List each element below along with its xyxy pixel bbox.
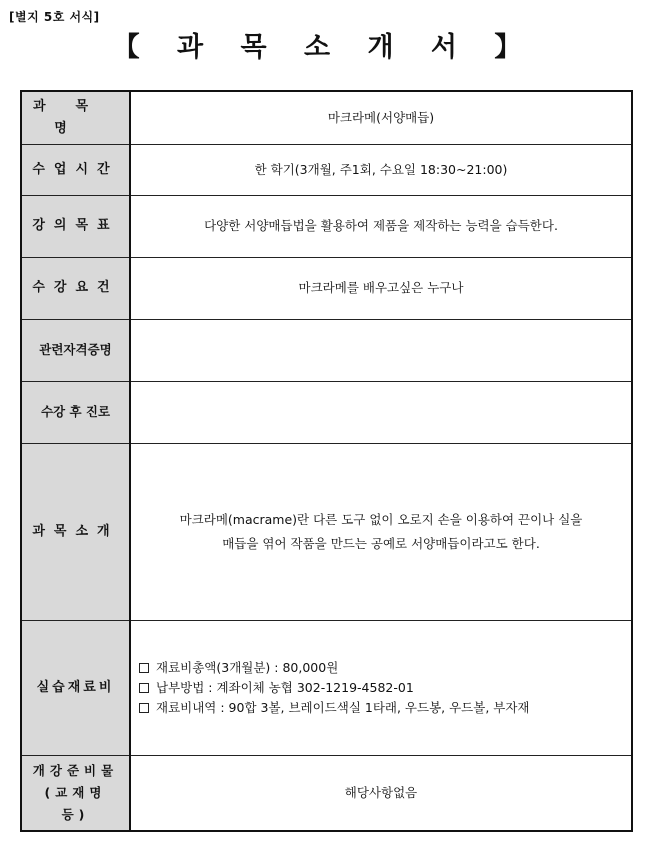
row-certificate xyxy=(21,319,632,381)
material-item-total xyxy=(139,658,623,678)
label-requirement: 수강요건 xyxy=(21,257,130,319)
row-schedule xyxy=(21,144,632,195)
value-requirement: 마크라메를 배우고싶은 누구나 xyxy=(130,257,632,319)
value-preparation: 해당사항없음 xyxy=(130,755,632,831)
course-introduction-table xyxy=(20,90,633,832)
row-career xyxy=(21,381,632,443)
row-objective xyxy=(21,195,632,257)
row-materials xyxy=(21,620,632,755)
value-certificate xyxy=(130,319,632,381)
label-materials: 실습재료비 xyxy=(21,620,130,755)
checkbox-icon xyxy=(139,683,149,693)
label-schedule: 수업시간 xyxy=(21,144,130,195)
label-objective: 강의목표 xyxy=(21,195,130,257)
value-objective: 다양한 서양매듭법을 활용하여 제품을 제작하는 능력을 습득한다. xyxy=(130,195,632,257)
row-preparation xyxy=(21,755,632,831)
label-certificate: 관련자격증명 xyxy=(21,319,130,381)
material-item-details xyxy=(139,698,623,718)
row-introduction xyxy=(21,443,632,620)
form-number: [별지 5호 서식] xyxy=(9,10,100,24)
value-course-name: 마크라메(서양매듭) xyxy=(130,91,632,144)
value-materials xyxy=(130,620,632,755)
checkbox-icon xyxy=(139,663,149,673)
label-preparation xyxy=(21,755,130,831)
checkbox-icon xyxy=(139,703,149,713)
label-introduction: 과목소개 xyxy=(21,443,130,620)
value-introduction xyxy=(130,443,632,620)
introduction-line-2: 매듭을 엮어 작품을 만드는 공예로 서양매듭이라고도 한다. xyxy=(222,535,540,551)
label-career: 수강 후 진로 xyxy=(21,381,130,443)
introduction-line-1: 마크라메(macrame)란 다른 도구 없이 오로지 손을 이용하여 끈이나 실을 xyxy=(179,511,583,527)
material-item-total-text: 재료비총액(3개월분) : 80,000원 xyxy=(156,659,339,675)
document-title: 【 과 목 소 개 서 】 xyxy=(112,32,536,63)
row-requirement xyxy=(21,257,632,319)
label-preparation-line-1: 개강준비물 xyxy=(32,762,119,778)
material-item-details-text: 재료비내역 : 90합 3볼, 브레이드색실 1타래, 우드봉, 우드볼, 부자재 xyxy=(156,699,530,715)
value-career xyxy=(130,381,632,443)
material-item-payment xyxy=(139,678,623,698)
label-preparation-line-2: (교재명 등) xyxy=(44,784,107,822)
material-item-payment-text: 납부방법 : 계좌이체 농협 302-1219-4582-01 xyxy=(156,679,414,695)
label-course-name: 과목명 xyxy=(21,91,130,144)
value-schedule: 한 학기(3개월, 주1회, 수요일 18:30~21:00) xyxy=(130,144,632,195)
row-course-name xyxy=(21,91,632,144)
